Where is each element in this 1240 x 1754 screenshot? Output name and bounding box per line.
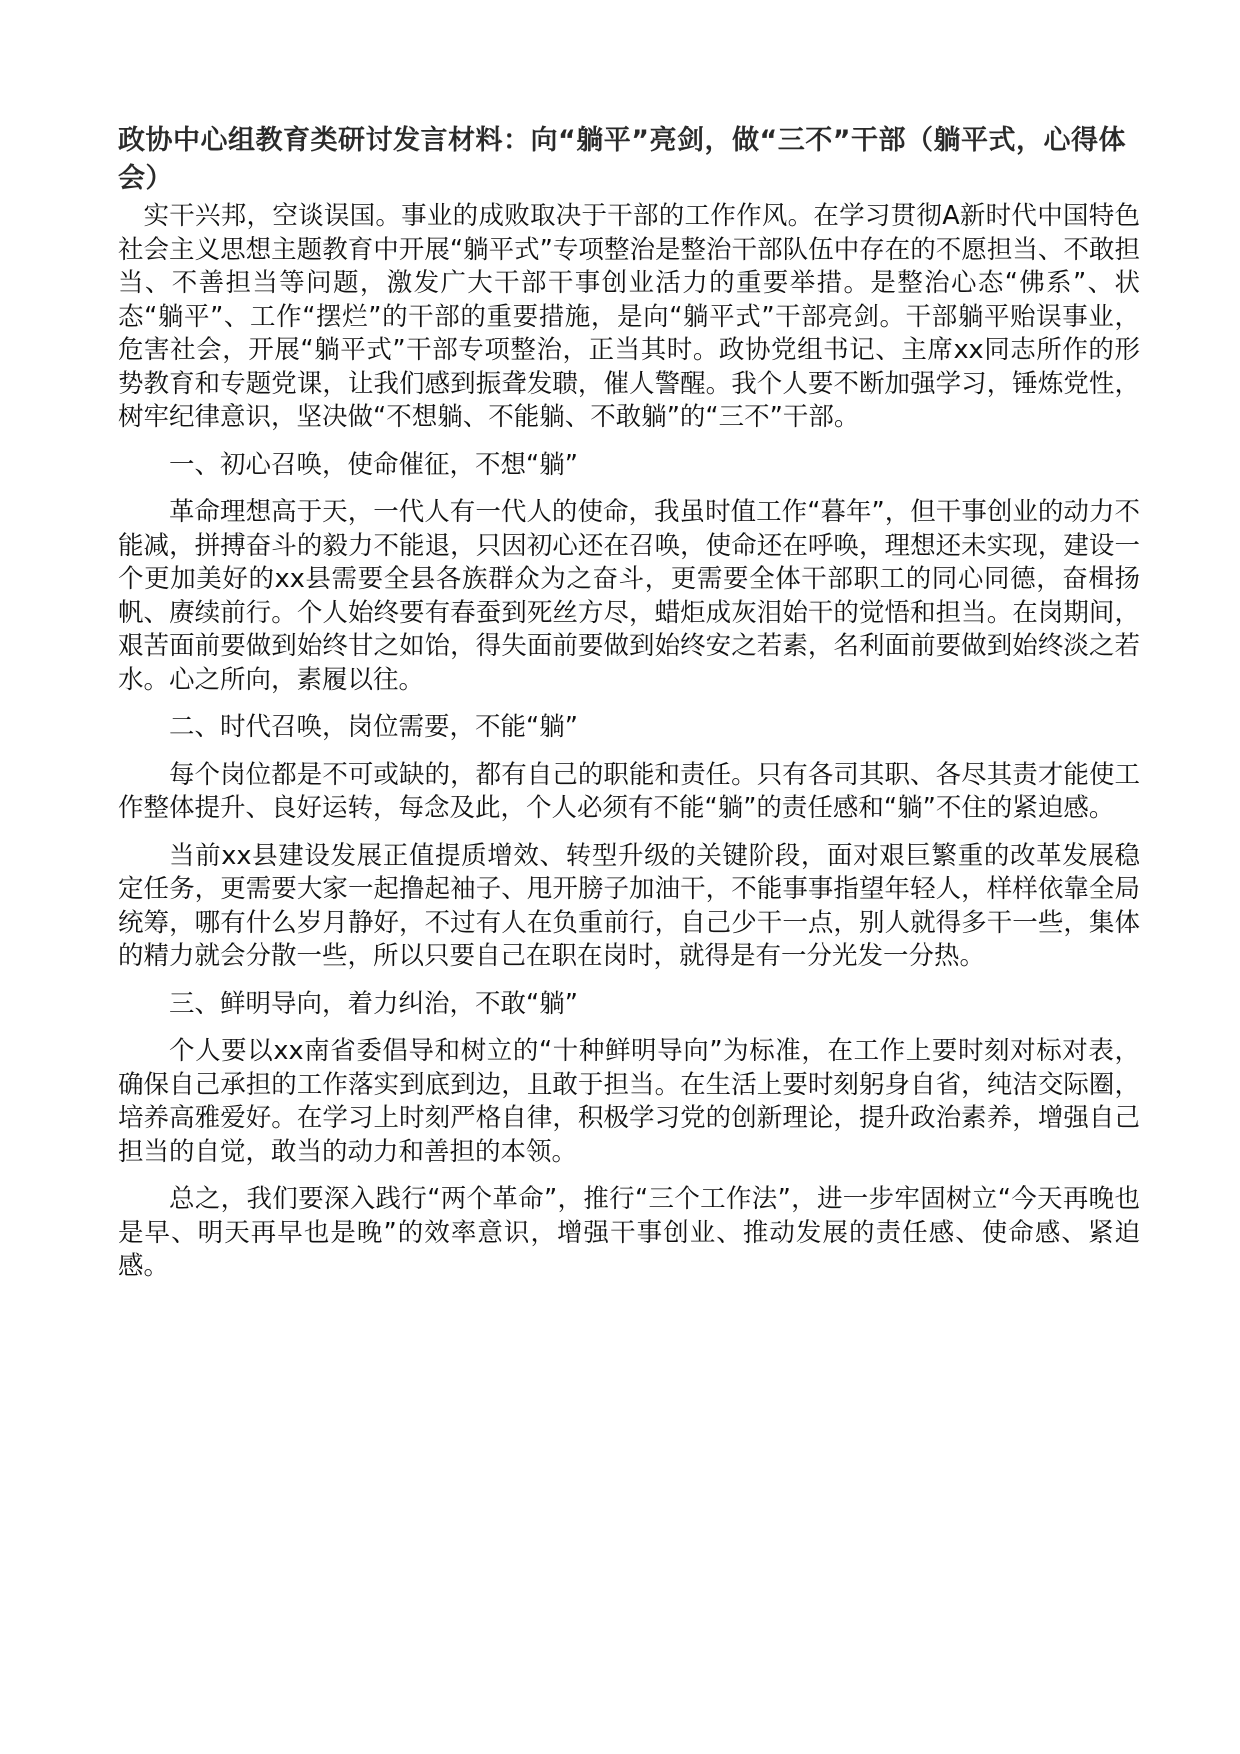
conclusion-paragraph: 总之，我们要深入践行“两个革命”，推行“三个工作法”，进一步牢固树立“今天再晚也是早、明天再早也是晚”的效率意识，增强干事创业、推动发展的责任感、使命感、紧迫感。 (118, 1184, 1140, 1281)
section-2-paragraph-2: 当前xx县建设发展正值提质增效、转型升级的关键阶段，面对艰巨繁重的改革发展稳定任务，更需要大家一起撸起袖子、甩开膀子加油干，不能事事指望年轻人，样样依靠全局统筹，哪有什么岁月静好，不过有人在负重前行，自己少干一点，别人就得多干一些，集体的精力就会分散一些，所以只要自己在职在岗时，就得是有一分光发一分热。 (118, 840, 1140, 971)
document-title: 政协中心组教育类研讨发言材料：向“躺平”亮剑，做“三不”干部（躺平式，心得体会） (118, 125, 1126, 194)
document-body (118, 122, 1140, 1298)
intro-paragraph: 实干兴邦，空谈误国。事业的成败取决于干部的工作作风。在学习贯彻A新时代中国特色社会主义思想主题教育中开展“躺平式”专项整治是整治干部队伍中存在的不愿担当、不敢担当、不善担当等问题，激发广大干部干事创业活力的重要举措。是整治心态“佛系”、状态“躺平”、工作“摆烂”的干部的重要措施，是向“躺平式”干部亮剑。干部躺平贻误事业，危害社会，开展“躺平式”干部专项整治，正当其时。政协党组书记、主席xx同志所作的形势教育和专题党课，让我们感到振聋发聩，催人警醒。我个人要不断加强学习，锤炼党性，树牢纪律意识，坚决做“不想躺、不能躺、不敢躺”的“三不”干部。 (118, 201, 1140, 432)
section-3-paragraph: 个人要以xx南省委倡导和树立的“十种鲜明导向”为标准，在工作上要时刻对标对表，确保自己承担的工作落实到底到边，且敢于担当。在生活上要时刻躬身自省，纯洁交际圈，培养高雅爱好。在学习上时刻严格自律，积极学习党的创新理论，提升政治素养，增强自己担当的自觉，敢当的动力和善担的本领。 (118, 1036, 1140, 1167)
section-1-paragraph: 革命理想高于天，一代人有一代人的使命，我虽时值工作“暮年”，但干事创业的动力不能减，拼搏奋斗的毅力不能退，只因初心还在召唤，使命还在呼唤，理想还未实现，建设一个更加美好的xx县需要全县各族群众为之奋斗，更需要全体干部职工的同心同德，奋楫扬帆、赓续前行。个人始终要有春蚕到死丝方尽，蜡炬成灰泪始干的觉悟和担当。在岗期间，艰苦面前要做到始终甘之如饴，得失面前要做到始终安之若素，名利面前要做到始终淡之若水。心之所向，素履以往。 (118, 497, 1140, 695)
section-2-paragraph-1: 每个岗位都是不可或缺的，都有自己的职能和责任。只有各司其职、各尽其责才能使工作整体提升、良好运转，每念及此，个人必须有不能“躺”的责任感和“躺”不住的紧迫感。 (118, 759, 1140, 823)
section-1-heading: 一、初心召唤，使命催征，不想“躺” (169, 449, 578, 480)
section-2-heading: 二、时代召唤，岗位需要，不能“躺” (169, 712, 578, 742)
section-3-heading: 三、鲜明导向，着力纠治，不敢“躺” (169, 988, 578, 1019)
